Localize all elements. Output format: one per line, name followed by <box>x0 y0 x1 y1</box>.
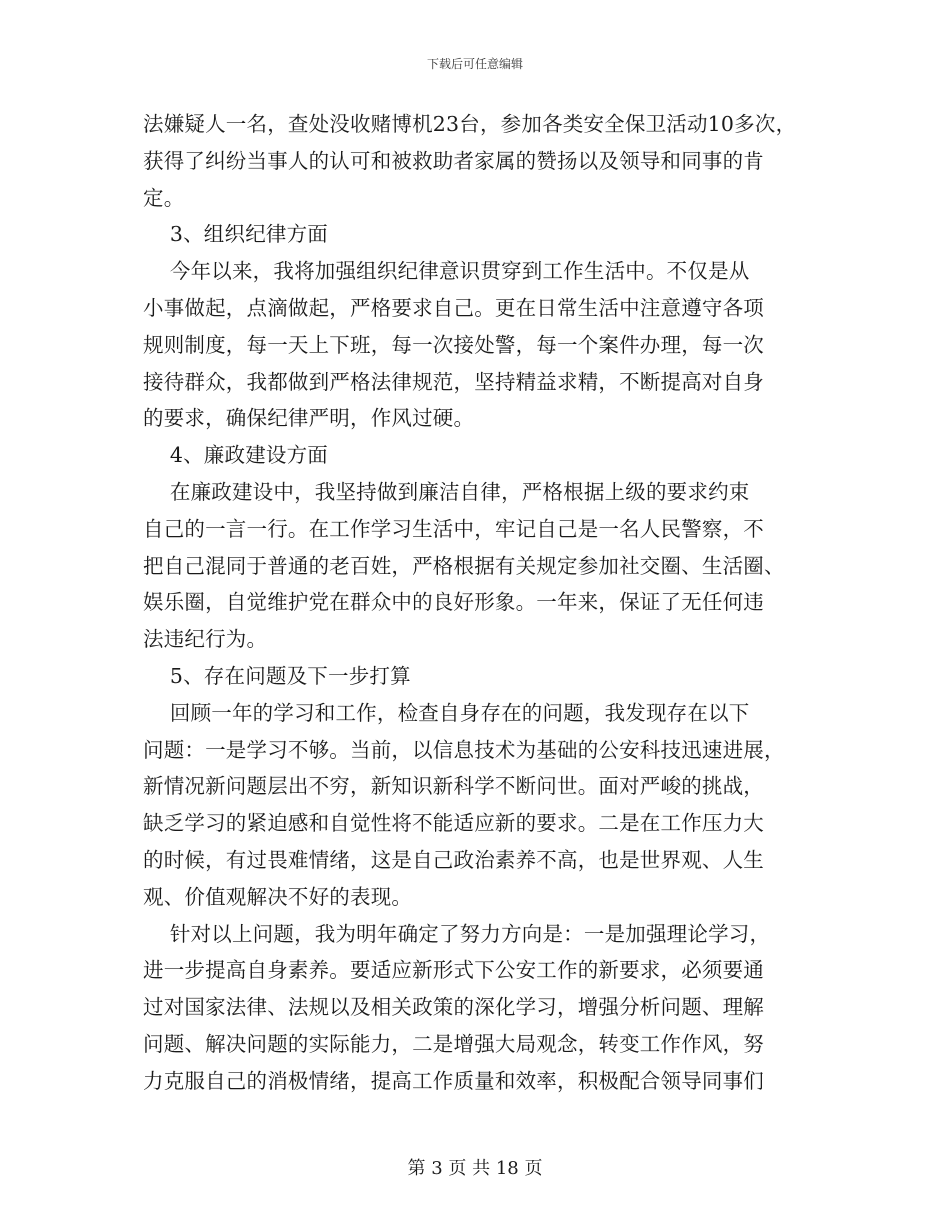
text-line: 针对以上问题，我为明年确定了努力方向是：一是加强理论学习， <box>143 921 771 946</box>
text-line: 法违纪行为。 <box>143 627 268 652</box>
text-line: 进一步提高自身素养。要适应新形式下公安工作的新要求，必须要通 <box>143 958 764 983</box>
text-line: 在廉政建设中，我坚持做到廉洁自律，严格根据上级的要求约束 <box>143 479 750 504</box>
text-line: 获得了纠纷当事人的认可和被救助者家属的赞扬以及领导和同事的肯 <box>143 148 764 173</box>
text-line: 缺乏学习的紧迫感和自觉性将不能适应新的要求。二是在工作压力大 <box>143 811 764 836</box>
page-number-footer: 第 3 页 共 18 页 <box>407 1158 543 1179</box>
document-body <box>143 106 823 1100</box>
page-header: 下载后可任意编辑 <box>426 57 523 71</box>
section-heading: 5、存在问题及下一步打算 <box>143 663 411 688</box>
text-line: 小事做起，点滴做起，严格要求自己。更在日常生活中注意遵守各项 <box>143 295 764 320</box>
text-line: 法嫌疑人一名，查处没收赌博机23台，参加各类安全保卫活动10多次， <box>143 112 797 136</box>
section-heading: 4、廉政建设方面 <box>143 443 329 468</box>
text-line: 回顾一年的学习和工作，检查自身存在的问题，我发现存在以下 <box>143 700 750 725</box>
text-line: 观、价值观解决不好的表现。 <box>143 884 413 909</box>
text-line: 定。 <box>143 185 185 210</box>
text-line: 接待群众，我都做到严格法律规范，坚持精益求精，不断提高对自身 <box>143 369 764 394</box>
text-line: 自己的一言一行。在工作学习生活中，牢记自己是一名人民警察，不 <box>143 516 764 541</box>
text-line: 问题、解决问题的实际能力，二是增强大局观念，转变工作作风，努 <box>143 1031 764 1056</box>
text-line: 新情况新问题层出不穷，新知识新科学不断问世。面对严峻的挑战， <box>143 774 764 799</box>
section-heading: 3、组织纪律方面 <box>143 222 329 247</box>
text-line: 今年以来，我将加强组织纪律意识贯穿到工作生活中。不仅是从 <box>143 259 750 284</box>
text-line: 问题：一是学习不够。当前，以信息技术为基础的公安科技迅速进展， <box>143 737 785 762</box>
text-line: 规则制度，每一天上下班，每一次接处警，每一个案件办理，每一次 <box>143 332 764 357</box>
text-line: 力克服自己的消极情绪，提高工作质量和效率，积极配合领导同事们 <box>143 1068 764 1093</box>
text-line: 娱乐圈，自觉维护党在群众中的良好形象。一年来，保证了无任何违 <box>143 590 764 615</box>
text-line: 把自己混同于普通的老百姓，严格根据有关规定参加社交圈、生活圈、 <box>143 553 785 578</box>
text-line: 过对国家法律、法规以及相关政策的深化学习，增强分析问题、理解 <box>143 995 764 1020</box>
text-line: 的时候，有过畏难情绪，这是自己政治素养不高，也是世界观、人生 <box>143 847 764 872</box>
text-line: 的要求，确保纪律严明，作风过硬。 <box>143 406 475 431</box>
